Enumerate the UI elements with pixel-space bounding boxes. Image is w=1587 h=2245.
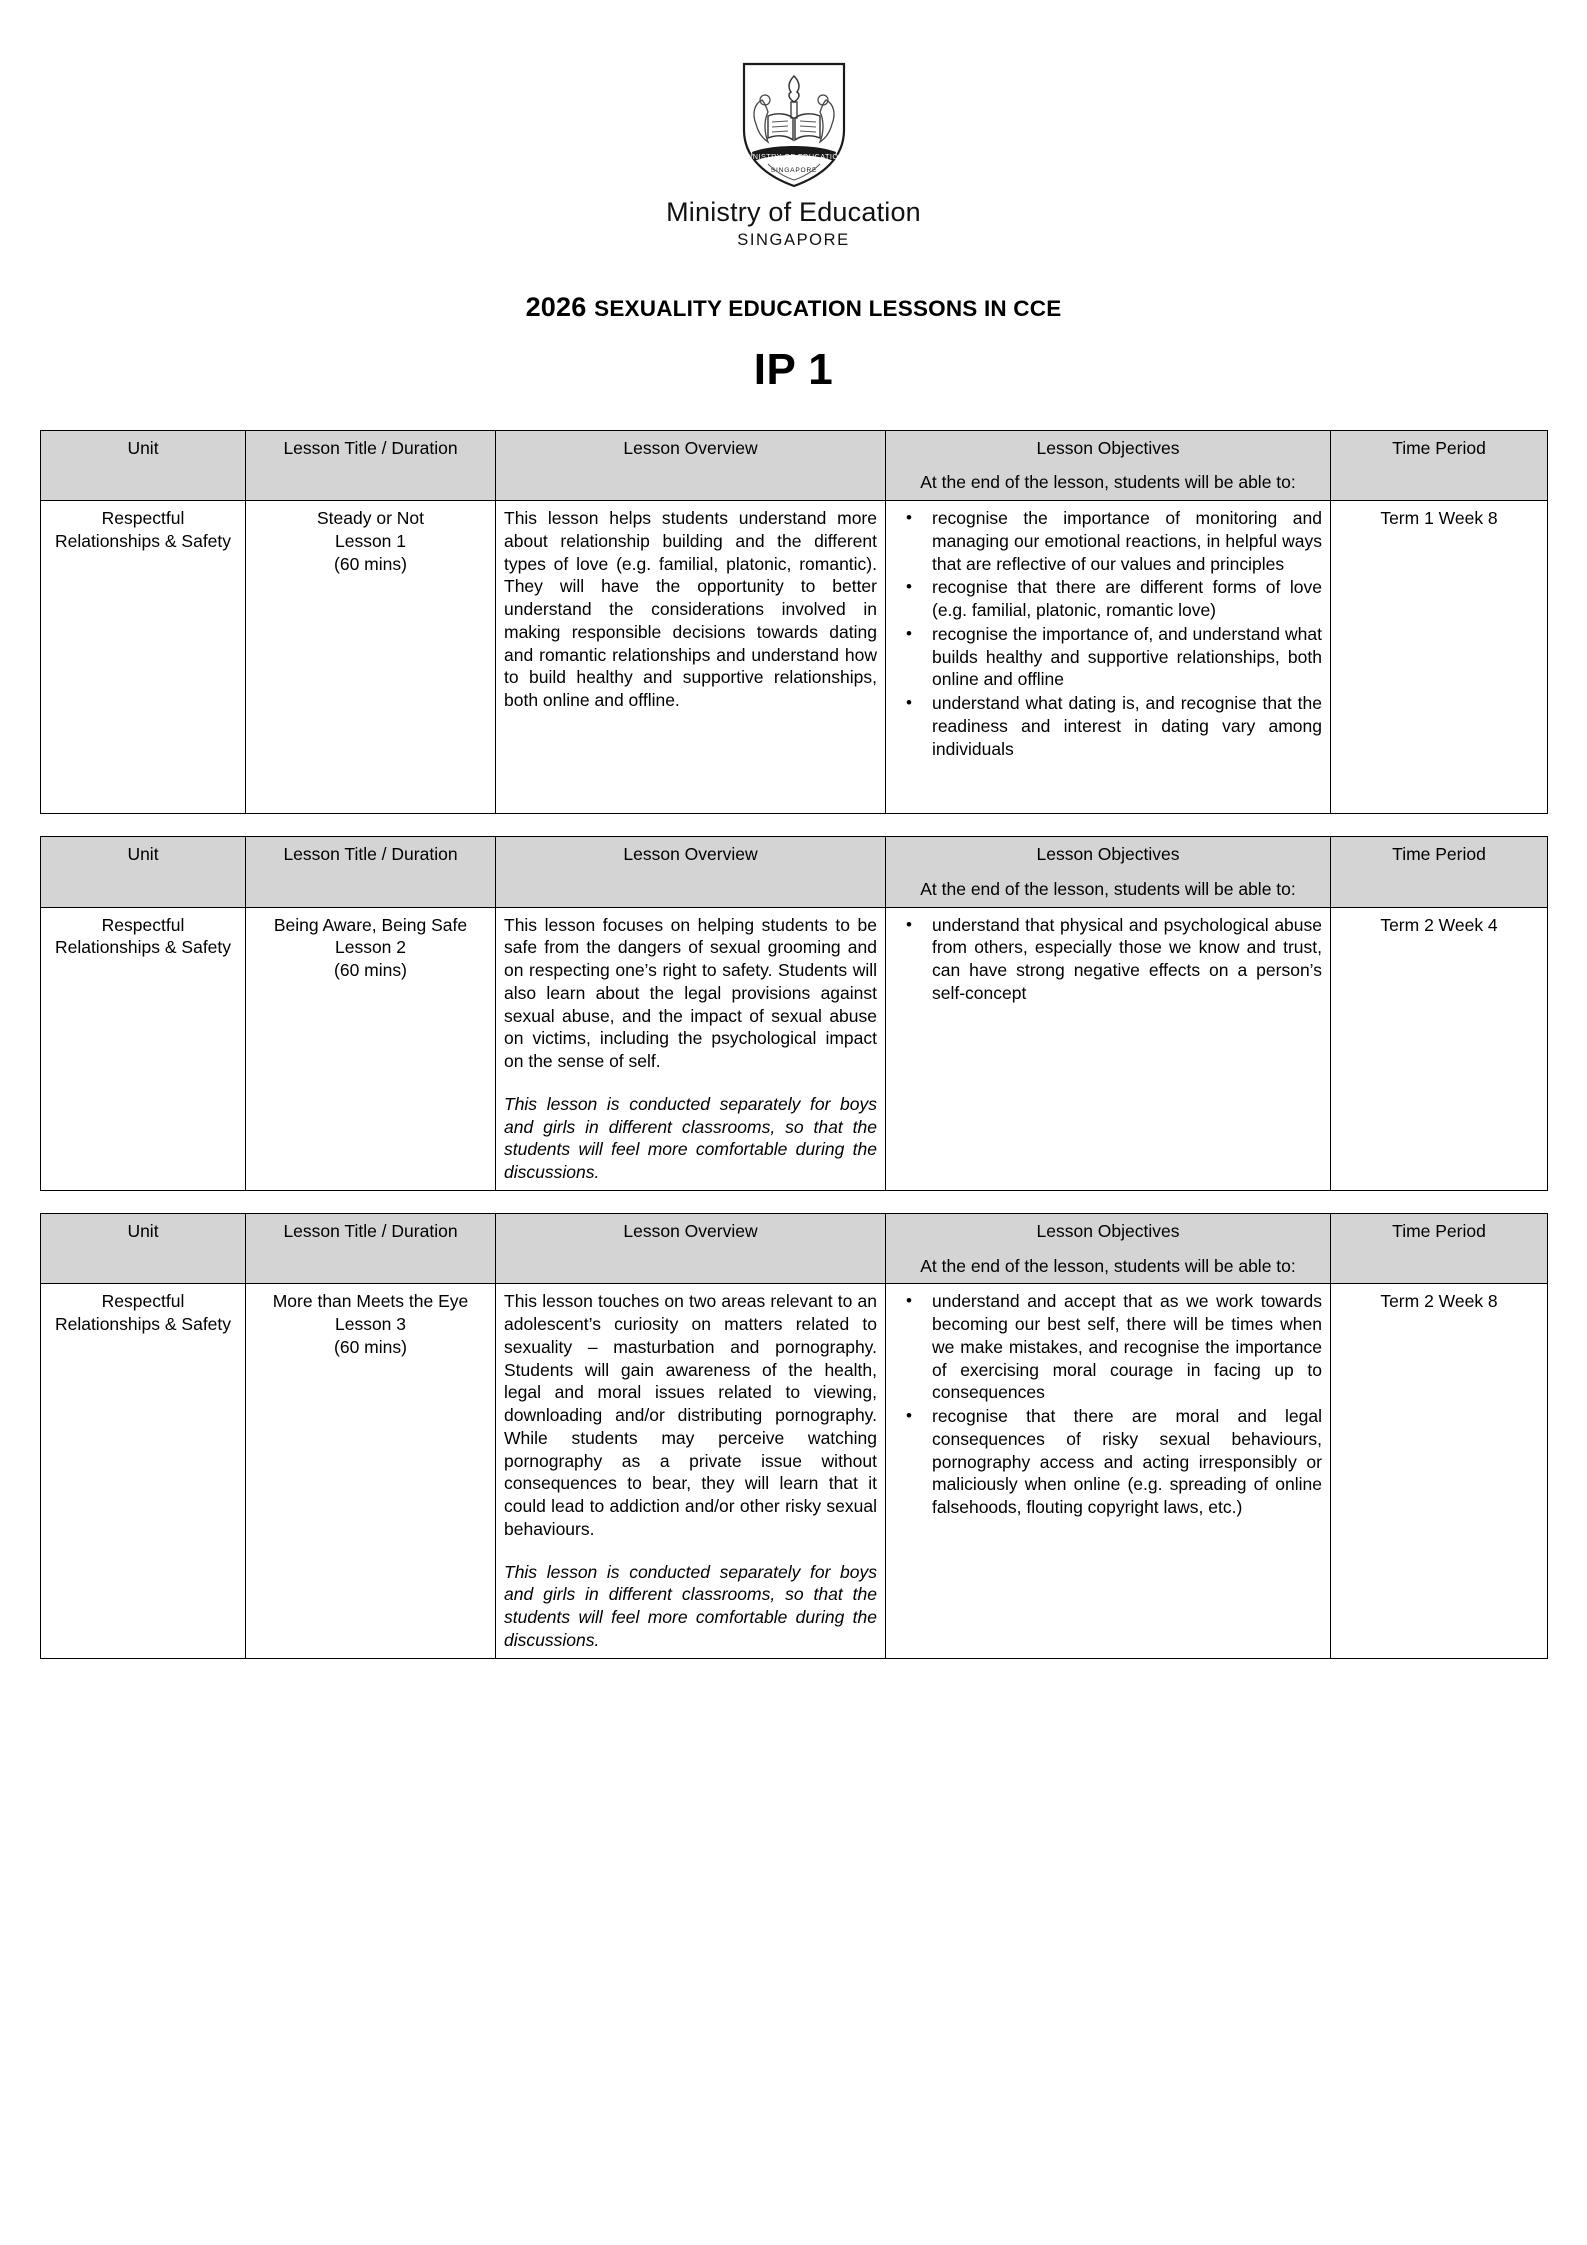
svg-text:MINISTRY OF EDUCATION: MINISTRY OF EDUCATION — [743, 152, 844, 161]
column-header-time-period: Time Period — [1331, 1213, 1548, 1284]
lesson-overview-text: This lesson helps students understand more about relationship building and the different types of love (e.g. familial, platonic, romantic). They will have the opportunity to better understand the considerations involved in making responsible decisions towards dating and romantic relationships and understand how to build healthy and supportive relationships, both online and offline. — [504, 508, 877, 711]
lesson-duration-text: (60 mins) — [334, 553, 407, 574]
column-header-lesson-objectives-sub: At the end of the lesson, students will be able to: — [920, 878, 1296, 899]
column-header-lesson-title: Lesson Title / Duration — [246, 430, 496, 501]
organisation-name: Ministry of Education — [666, 197, 921, 227]
lesson-table-1 — [40, 430, 1548, 815]
cell-unit: Respectful Relationships & Safety — [41, 907, 246, 1190]
cell-lesson-objectives — [886, 501, 1331, 814]
cell-lesson-title — [246, 1284, 496, 1658]
column-header-lesson-objectives — [886, 837, 1331, 908]
cell-time-period: Term 2 Week 4 — [1331, 907, 1548, 1190]
column-header-time-period: Time Period — [1331, 837, 1548, 908]
cell-lesson-overview — [496, 1284, 886, 1658]
column-header-lesson-objectives — [886, 430, 1331, 501]
lesson-title-text: Being Aware, Being Safe — [273, 914, 468, 935]
cell-lesson-overview — [496, 501, 886, 814]
document-title-main: SEXUALITY EDUCATION LESSONS IN CCE — [594, 295, 1062, 321]
cell-lesson-title — [246, 907, 496, 1190]
table-header-row — [41, 1213, 1548, 1284]
cell-lesson-title — [246, 501, 496, 814]
moe-crest-icon — [738, 60, 850, 190]
lesson-objectives-list — [894, 1290, 1322, 1519]
lesson-overview-note: This lesson is conducted separately for boys and girls in different classrooms, so that the students will feel more comfortable during the discussions. — [504, 1093, 877, 1183]
cell-unit: Respectful Relationships & Safety — [41, 1284, 246, 1658]
table-row — [41, 1284, 1548, 1658]
lesson-number-text: Lesson 3 — [334, 1314, 407, 1335]
column-header-lesson-objectives-label: Lesson Objectives — [1036, 844, 1180, 865]
cell-lesson-objectives — [886, 1284, 1331, 1658]
table-header-row — [41, 430, 1548, 501]
lesson-number-text: Lesson 1 — [334, 530, 407, 551]
lesson-objectives-list — [894, 914, 1322, 1005]
column-header-lesson-title: Lesson Title / Duration — [246, 837, 496, 908]
lesson-number-text: Lesson 2 — [334, 937, 407, 958]
column-header-lesson-overview: Lesson Overview — [496, 1213, 886, 1284]
lesson-tables — [40, 430, 1547, 1659]
lesson-objective-item: • recognise the importance of, and understand what builds healthy and supportive relationships, both online and offline — [930, 623, 1322, 691]
table-row — [41, 907, 1548, 1190]
column-header-time-period: Time Period — [1331, 430, 1548, 501]
lesson-objectives-list — [894, 507, 1322, 760]
column-header-lesson-objectives-label: Lesson Objectives — [1036, 437, 1180, 458]
column-header-lesson-overview: Lesson Overview — [496, 430, 886, 501]
organisation-country: SINGAPORE — [737, 230, 850, 249]
column-header-lesson-objectives-sub: At the end of the lesson, students will be able to: — [920, 472, 1296, 493]
column-header-unit: Unit — [41, 1213, 246, 1284]
lesson-objective-item: • understand and accept that as we work towards becoming our best self, there will be times when we make mistakes, and recognise the importance of exercising moral courage in facing up to consequences — [930, 1290, 1322, 1404]
lesson-title-text: Steady or Not — [317, 508, 424, 529]
cell-time-period: Term 1 Week 8 — [1331, 501, 1548, 814]
column-header-lesson-objectives-sub: At the end of the lesson, students will be able to: — [920, 1255, 1296, 1276]
lesson-objective-item: • understand that physical and psychological abuse from others, especially those we know and trust, can have strong negative effects on a person’s self-concept — [930, 914, 1322, 1005]
document-title — [40, 292, 1547, 323]
svg-text:SINGAPORE: SINGAPORE — [770, 167, 817, 174]
cell-lesson-objectives — [886, 907, 1331, 1190]
lesson-objective-item: • recognise that there are moral and legal consequences of risky sexual behaviours, pornography access and acting irresponsibly or maliciously when online (e.g. spreading of online falsehoods, flouting copyright laws, etc.) — [930, 1405, 1322, 1519]
cell-unit: Respectful Relationships & Safety — [41, 501, 246, 814]
lesson-objective-item: • understand what dating is, and recognise that the readiness and interest in dating vary among individuals — [930, 692, 1322, 760]
column-header-lesson-overview: Lesson Overview — [496, 837, 886, 908]
document-title-year: 2026 — [525, 291, 587, 322]
table-row — [41, 501, 1548, 814]
cell-time-period: Term 2 Week 8 — [1331, 1284, 1548, 1658]
column-header-lesson-objectives-label: Lesson Objectives — [1036, 1220, 1180, 1241]
lesson-overview-text: This lesson touches on two areas relevant to an adolescent’s curiosity on matters related to sexuality – masturbation and pornography. Students will gain awareness of the health, legal and moral issues related to viewing, downloading and/or distributing pornography. While students may perceive watching pornography as a private issue without consequences to bear, they will learn that it could lead to addiction and/or other risky sexual behaviours. — [504, 1291, 877, 1539]
lesson-table-3 — [40, 1213, 1548, 1659]
lesson-overview-text: This lesson focuses on helping students to be safe from the dangers of sexual grooming and on respecting one’s right to safety. Students will also learn about the legal provisions against sexual abuse, and the impact of sexual abuse on victims, including the psychological impact on the sense of self. — [504, 914, 877, 1072]
column-header-unit: Unit — [41, 837, 246, 908]
lesson-duration-text: (60 mins) — [334, 1336, 407, 1357]
table-header-row — [41, 837, 1548, 908]
cell-lesson-overview — [496, 907, 886, 1190]
lesson-overview-note: This lesson is conducted separately for boys and girls in different classrooms, so that the students will feel more comfortable during the discussions. — [504, 1561, 877, 1650]
lesson-objective-item: • recognise that there are different forms of love (e.g. familial, platonic, romantic love) — [930, 576, 1322, 622]
lesson-title-text: More than Meets the Eye — [272, 1291, 469, 1312]
column-header-lesson-title: Lesson Title / Duration — [246, 1213, 496, 1284]
lesson-duration-text: (60 mins) — [334, 960, 407, 981]
document-level-title: IP 1 — [753, 344, 834, 394]
lesson-objective-item: • recognise the importance of monitoring and managing our emotional reactions, in helpful ways that are reflective of our values and principles — [930, 507, 1322, 575]
lesson-table-2 — [40, 836, 1548, 1191]
column-header-lesson-objectives — [886, 1213, 1331, 1284]
column-header-unit: Unit — [41, 430, 246, 501]
document-header — [40, 60, 1547, 250]
